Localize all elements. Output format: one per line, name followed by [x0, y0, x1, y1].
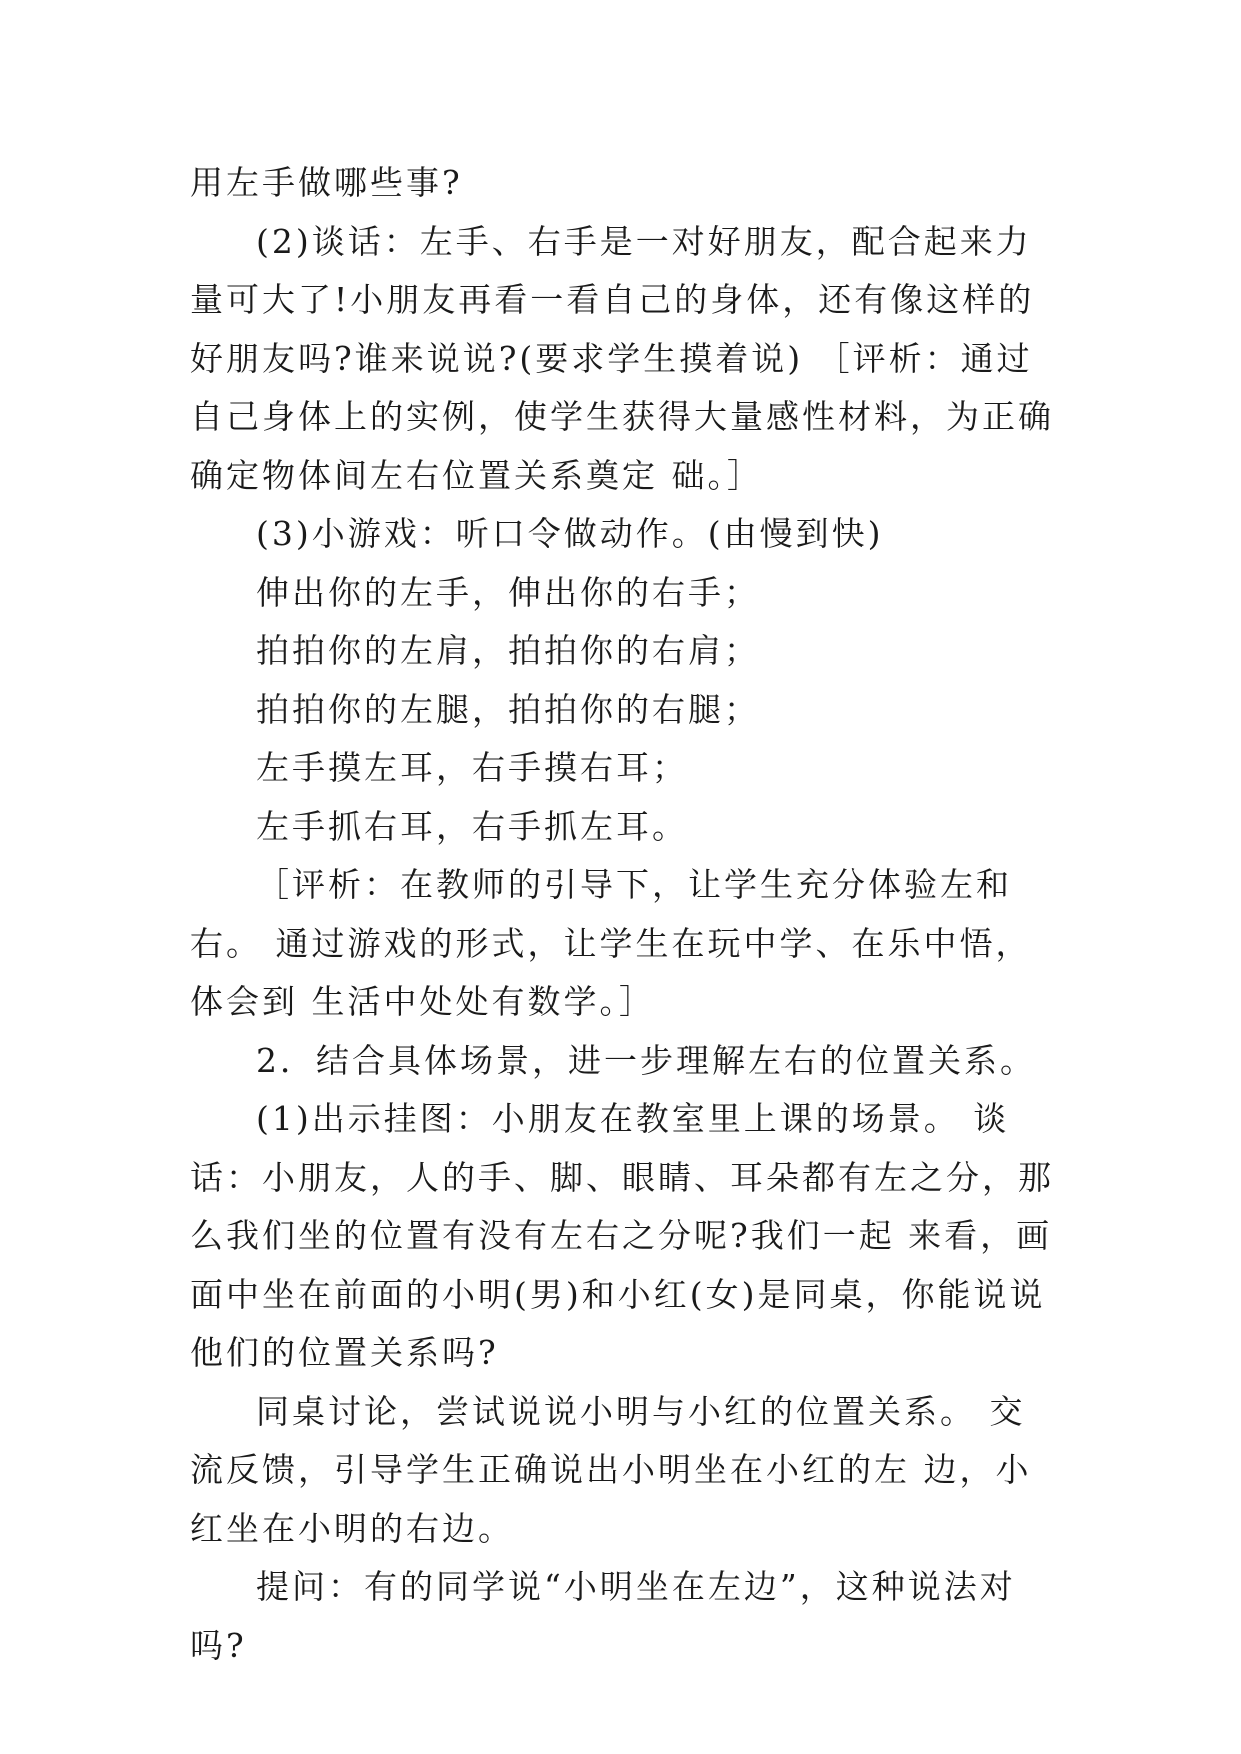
paragraph-command-grab-ears: 左手抓右耳，右手抓左耳。 [256, 806, 688, 846]
paragraph-command-touch-ears: 左手摸左耳，右手摸右耳； [256, 748, 688, 787]
paragraph-mini-game: (3)小游戏：听口令做动作。(由慢到快) [256, 514, 884, 553]
paragraph-command-hands: 伸出你的左手，伸出你的右手； [256, 572, 760, 612]
paragraph-desk-mate-discussion: 同桌讨论，尝试说说小明与小红的位置关系。 交流反馈，引导学生正确说出小明坐在小红的左 边，小红坐在小明的右边。 [190, 1391, 1032, 1548]
paragraph-show-wall-chart: (1)出示挂图：小朋友在教室里上课的场景。 谈话：小朋友，人的手、脚、眼睛、耳朵都有左之分，那么我们坐的位置有没有左右之分呢?我们一起 来看，画面中坐在前面的小明(男)和小红(女)是同桌，你能说说他们的位置关系吗? [190, 1099, 1054, 1372]
document-body [190, 154, 1060, 1675]
paragraph-command-shoulders: 拍拍你的左肩，拍拍你的右肩； [256, 631, 760, 670]
paragraph-command-legs: 拍拍你的左腿，拍拍你的右腿； [256, 689, 760, 729]
paragraph-continuation: 用左手做哪些事? [190, 163, 463, 202]
paragraph-talk-left-right-hands: (2)谈话：左手、右手是一对好朋友，配合起来力 量可大了!小朋友再看一看自己的身体，还有像这样的好朋友吗?谁来说说?(要求学生摸着说) ［评析：通过自己身体上的实例，使学生获得大量感性材料，为正确确定物体间左右位置关系奠定 础。］ [190, 221, 1054, 495]
paragraph-section-2-heading: 2．结合具体场景，进一步理解左右的位置关系。 [256, 1040, 1036, 1080]
paragraph-question: 提问：有的同学说“小明坐在左边”，这种说法对 吗? [190, 1567, 1016, 1665]
paragraph-commentary-game: ［评析：在教师的引导下，让学生充分体验左和右。 通过游戏的形式，让学生在玩中学、在乐中悟，体会到 生活中处处有数学。］ [190, 865, 1032, 1021]
